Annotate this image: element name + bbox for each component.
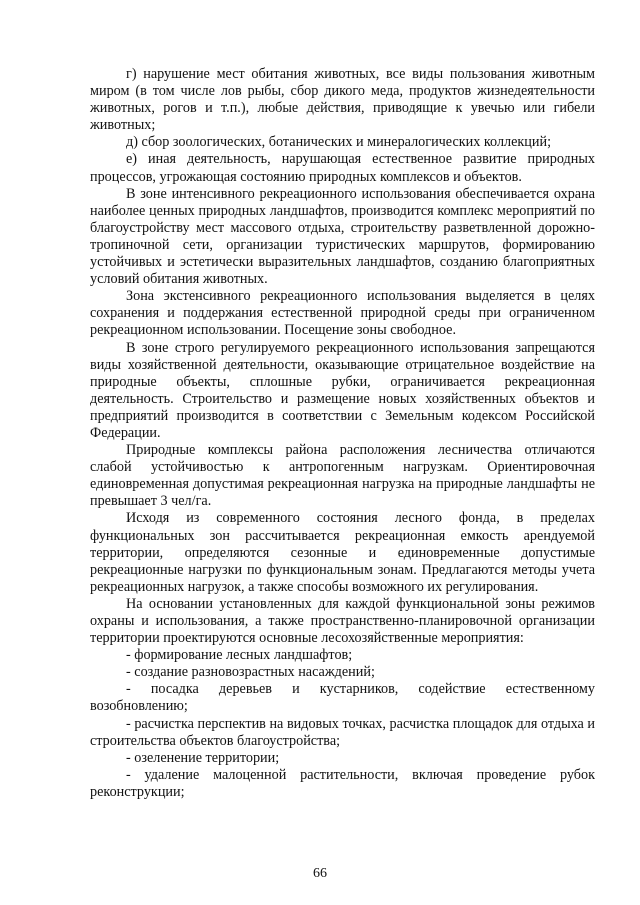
paragraph-natural-complexes: Природные комплексы района расположения лесничества отличаются слабой устойчивостью к антропогенным нагрузкам. Ориентировочная единовременная допустимая рекреационная нагрузка на природные ландшафты не превышает 3 чел/га. (90, 442, 595, 510)
paragraph-forest-fund: Исходя из современного состояния лесного фонда, в пределах функциональных зон рассчитывается рекреационная емкость арендуемой территории, определяются сезонные и единовременные допустимые рекреационные нагрузки по функциональным зонам. Предлагаются методы учета рекреационных нагрузок, а также способы возможного их регулирования. (90, 510, 595, 595)
paragraph-intensive-zone: В зоне интенсивного рекреационного использования обеспечивается охрана наиболее ценных природных ландшафтов, производится комплекс мероприятий по благоустройству мест массового отдыха, строительству разветвленной дорожно-тропиночной сети, организации туристических маршрутов, формированию устойчивых и эстетически выразительных ландшафтов, созданию благоприятных условий обитания животных. (90, 185, 595, 288)
measure-item: - расчистка перспектив на видовых точках, расчистка площадок для отдыха и строительства объектов благоустройства; (90, 715, 595, 749)
measure-item: - создание разновозрастных насаждений; (126, 664, 375, 681)
body-text (90, 66, 595, 801)
measure-item: - посадка деревьев и кустарников, содействие естественному возобновлению; (90, 681, 595, 715)
paragraph-regulated-zone: В зоне строго регулируемого рекреационного использования запрещаются виды хозяйственной деятельности, оказывающие отрицательное воздействие на природные объекты, сплошные рубки, ограничивается рекреационная деятельность. Строительство и размещение новых хозяйственных объектов и предприятий производится в соответствии с Земельным кодексом Российской Федерации. (90, 339, 595, 441)
list-item-e: е) иная деятельность, нарушающая естественное развитие природных процессов, угрожающая состоянию природных комплексов и объектов. (90, 151, 595, 185)
paragraph-measures-intro: На основании установленных для каждой функциональной зоны режимов охраны и использования, а также пространственно-планировочной организации территории проектируются основные лесохозяйственные мероприятия: (90, 595, 595, 647)
measure-item: - удаление малоценной растительности, включая проведение рубок реконструкции; (90, 766, 595, 800)
measure-item: - формирование лесных ландшафтов; (126, 647, 353, 664)
list-item-d: д) сбор зоологических, ботанических и минералогических коллекций; (126, 134, 552, 151)
list-item-g: г) нарушение мест обитания животных, все виды пользования животным миром (в том числе лов рыбы, сбор дикого меда, продуктов жизнедеятельности животных, рогов и т.п.), любые действия, приводящие к увечью или гибели животных; (90, 66, 595, 134)
page-number: 66 (313, 866, 327, 881)
paragraph-extensive-zone: Зона экстенсивного рекреационного использования выделяется в целях сохранения и поддержания естественной природной среды при ограниченном рекреационном использовании. Посещение зоны свободное. (90, 288, 595, 339)
measure-item: - озеленение территории; (126, 749, 280, 766)
